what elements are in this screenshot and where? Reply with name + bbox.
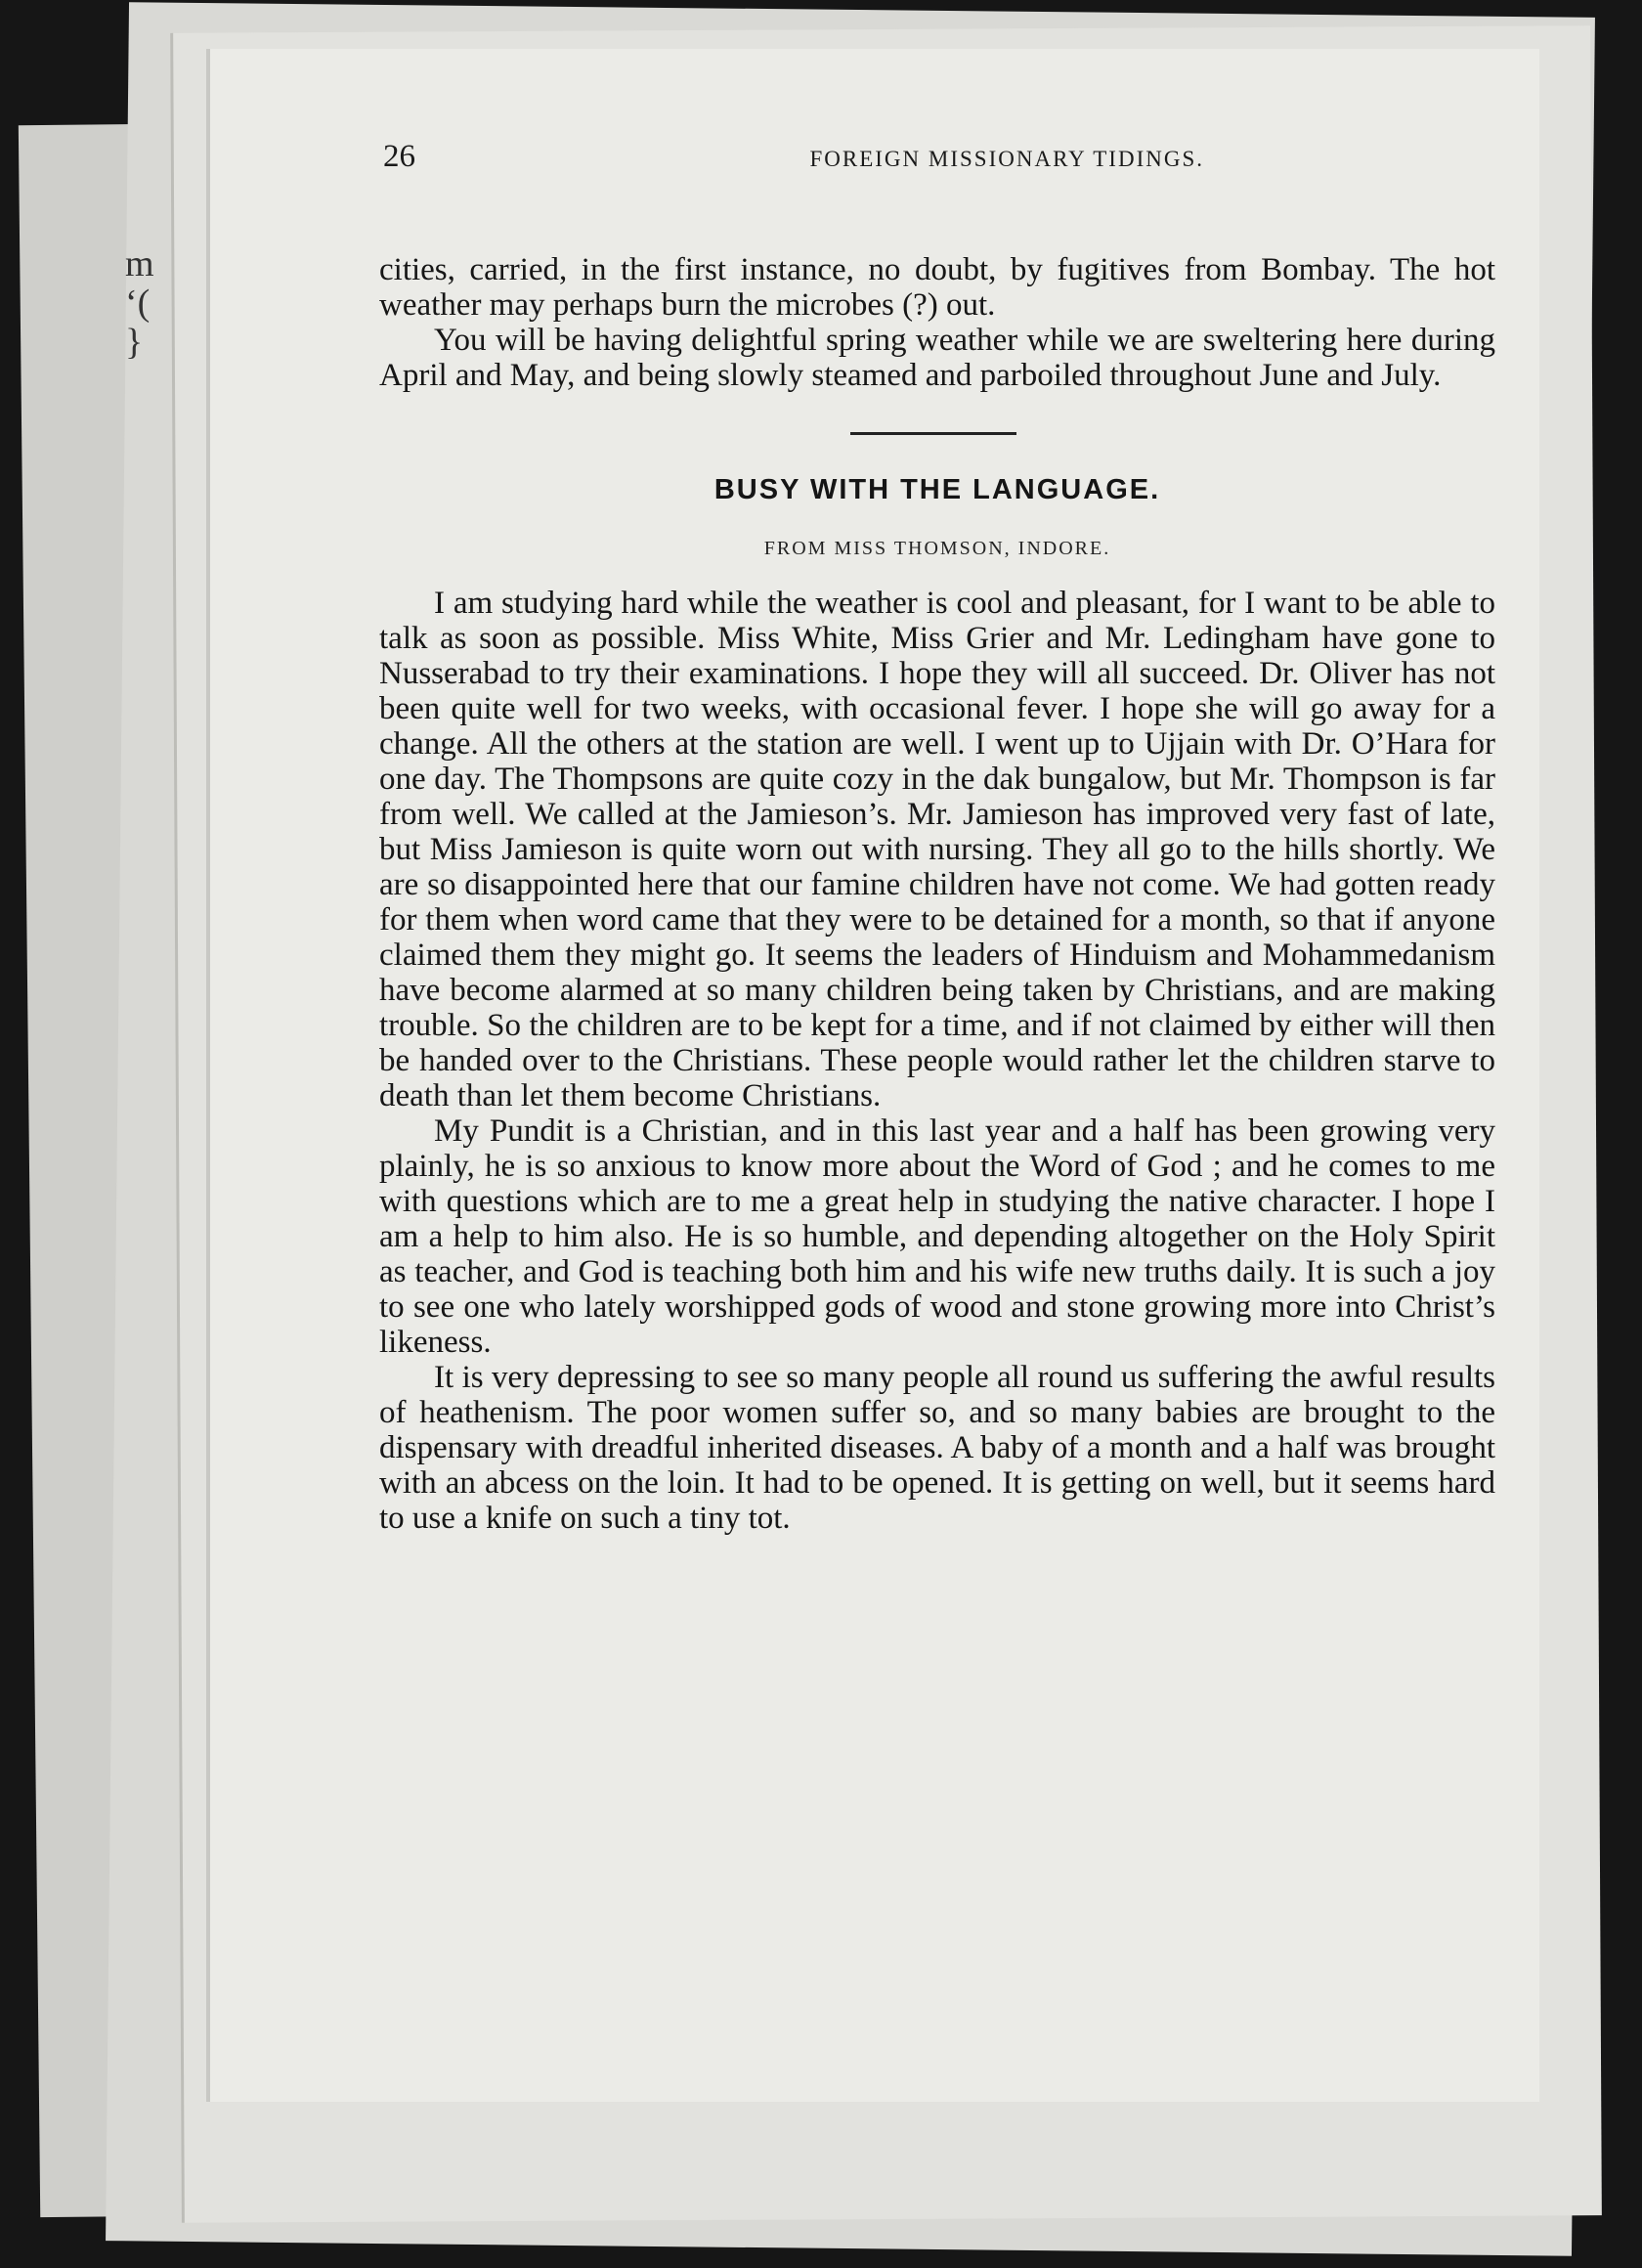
article-paragraph: It is very depressing to see so many people all round us suffering the awful results of heathenism. The poor women suffer so, and so many babies are brought to the dispensary with dreadful inherited diseases. A baby of a month and a half was brought with an abcess on the loin. It had to be opened. It is getting on well, but it seems hard to use a knife on such a tiny tot. — [379, 1360, 1495, 1536]
running-head: FOREIGN MISSIONARY TIDINGS. — [809, 147, 1204, 171]
page-content — [379, 252, 1495, 1536]
margin-fragment: ‘( — [125, 283, 151, 324]
margin-fragment: } — [125, 322, 144, 363]
article-body — [379, 586, 1495, 1536]
section-divider — [850, 432, 1016, 435]
article-paragraph: My Pundit is a Christian, and in this last year and a half has been growing very plainly, he is so anxious to know more about the Word of God ; and he comes to me with questions which are to me a great help in studying the native character. I hope I am a help to him also. He is so humble, and depending altogether on the Holy Spirit as teacher, and God is teaching both him and his wife new truths daily. It is such a joy to see one who lately worshipped gods of wood and stone growing more into Christ’s likeness. — [379, 1113, 1495, 1360]
article-paragraph: I am studying hard while the weather is cool and pleasant, for I want to be able to talk as soon as possible. Miss White, Miss Grier and Mr. Ledingham have gone to Nusserabad to try their examinations. I hope they will all succeed. Dr. Oliver has not been quite well for two weeks, with occasional fever. I hope she will go away for a change. All the others at the station are well. I went up to Ujjain with Dr. O’Hara for one day. The Thompsons are quite cozy in the dak bungalow, but Mr. Thompson is far from well. We called at the Jamieson’s. Mr. Jamieson has improved very fast of late, but Miss Jamieson is quite worn out with nursing. They all go to the hills shortly. We are so disappointed here that our famine children have not come. We had gotten ready for them when word came that they were to be detained for a month, so that if anyone claimed them they might go. It seems the leaders of Hinduism and Mohammedanism have become alarmed at so many children being taken by Christians, and are making trouble. So the children are to be kept for a time, and if not claimed by either will then be handed over to the Christians. These people would rather let the children starve to death than let them become Christians. — [379, 586, 1495, 1113]
margin-fragments — [125, 244, 184, 362]
continued-paragraph: You will be having delightful spring weather while we are sweltering here during April and May, and being slowly steamed and parboiled throughout June and July. — [379, 323, 1495, 393]
page-header — [383, 139, 1216, 175]
article-byline: FROM MISS THOMSON, INDORE. — [763, 538, 1111, 559]
continued-paragraph: cities, carried, in the first instance, no doubt, by fugitives from Bombay. The hot weather may perhaps burn the microbes (?) out. — [379, 252, 1495, 323]
margin-fragment: m — [125, 243, 154, 284]
page-number: 26 — [383, 139, 415, 174]
article-title: BUSY WITH THE LANGUAGE. — [713, 474, 1161, 505]
